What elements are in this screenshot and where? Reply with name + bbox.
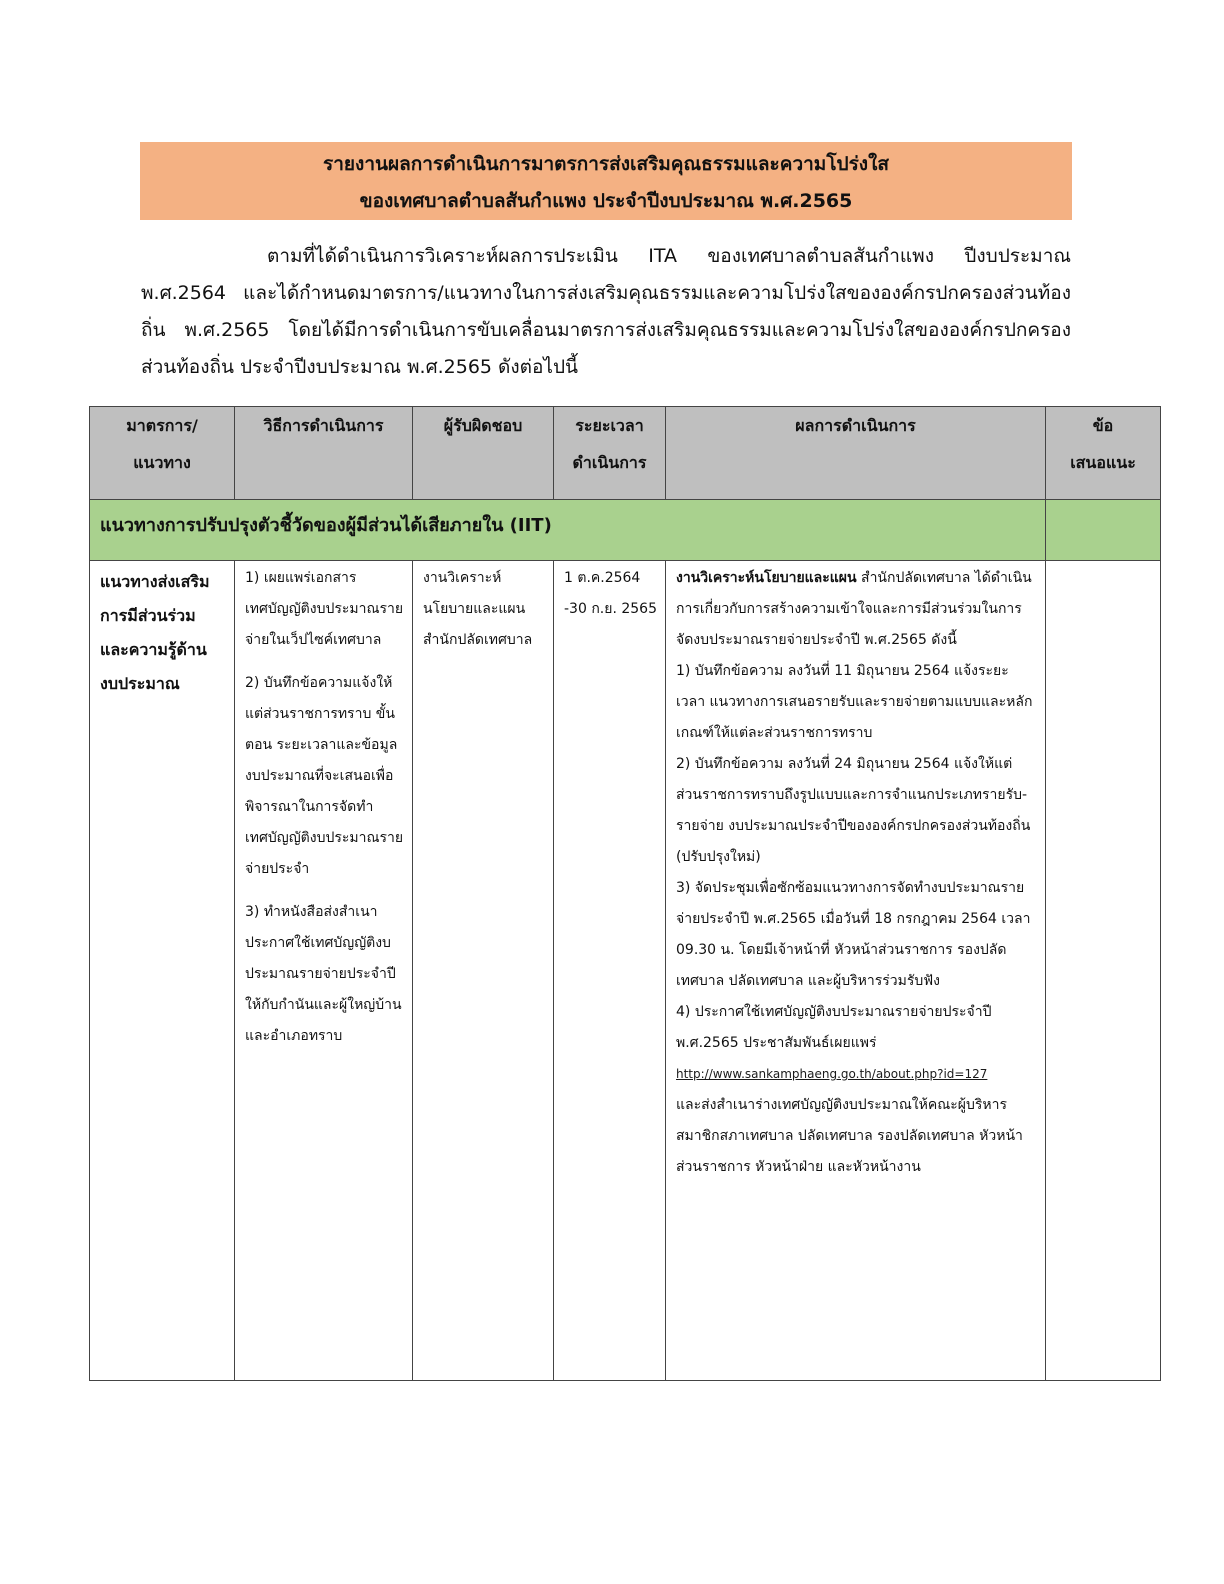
header-period — [554, 407, 666, 500]
result-lead-rest: สำนักปลัดเทศบาล ได้ดำเนินการเกี่ยวกับการสร้างความเข้าใจและการมีส่วนร่วมในการจัดงบประมาณรายจ่ายประจำปี พ.ศ.2565 ดังนี้ — [676, 570, 1032, 648]
method-step-2: 2) บันทึกข้อความแจ้งให้แต่ส่วนราชการทราบ ขั้นตอน ระยะเวลาและข้อมูลงบประมาณที่จะเสนอเพื่อพิจารณาในการจัดทำเทศบัญญัติงบประมาณรายจ่ายประจำ — [245, 675, 404, 877]
section-title-cell — [90, 500, 1046, 561]
result-item-2: 2) บันทึกข้อความ ลงวันที่ 24 มิถุนายน 2564 แจ้งให้แต่ส่วนราชการทราบถึงรูปแบบและการจำแนกประเภทรายรับ-รายจ่าย งบประมาณประจำปีขององค์กรปกครองส่วนท้องถิ่น (ปรับปรุงใหม่) — [676, 756, 1031, 865]
header-measure — [90, 407, 235, 500]
header-measure-line1: มาตรการ/ — [126, 416, 198, 435]
table-row — [90, 561, 1161, 1381]
period-cell: 1 ต.ค.2564 -30 ก.ย. 2565 — [554, 561, 666, 1381]
result-lead-bold: งานวิเคราะห์นโยบายและแผน — [676, 570, 857, 586]
result-item-1: 1) บันทึกข้อความ ลงวันที่ 11 มิถุนายน 2564 แจ้งระยะเวลา แนวทางการเสนอรายรับและรายจ่ายตามแบบและหลักเกณฑ์ให้แต่ละส่วนราชการทราบ — [676, 663, 1033, 741]
intro-section — [141, 238, 1071, 386]
header-period-line2: ดำเนินการ — [572, 453, 647, 472]
header-period-line1: ระยะเวลา — [575, 416, 644, 435]
responsible-cell: งานวิเคราะห์นโยบายและแผน สำนักปลัดเทศบาล — [413, 561, 554, 1381]
header-method: วิธีการดำเนินการ — [235, 407, 413, 500]
method-step-1: 1) เผยแพร่เอกสารเทศบัญญัติงบประมาณรายจ่ายในเว็ปไซค์เทศบาล — [245, 570, 404, 648]
table-header-row — [90, 407, 1161, 500]
suggestion-cell — [1046, 561, 1161, 1381]
header-responsible: ผู้รับผิดชอบ — [413, 407, 554, 500]
intro-paragraph: ตามที่ได้ดำเนินการวิเคราะห์ผลการประเมิน ITA ของเทศบาลตำบลสันกำแพง ปีงบประมาณ พ.ศ.2564 และได้กำหนดมาตรการ/แนวทางในการส่งเสริมคุณธรรมและความโปร่งใสขององค์กรปกครองส่วนท้องถิ่น พ.ศ.2565 โดยได้มีการดำเนินการขับเคลื่อนมาตรการส่งเสริมคุณธรรมและความโปร่งใสขององค์กรปกครองส่วนท้องถิ่น ประจำปีงบประมาณ พ.ศ.2565 ดังต่อไปนี้ — [141, 245, 1071, 378]
report-title-line1: รายงานผลการดำเนินการมาตรการส่งเสริมคุณธรรมและความโปร่งใส — [323, 153, 889, 175]
header-result: ผลการดำเนินการ — [666, 407, 1046, 500]
result-tail: และส่งสำเนาร่างเทศบัญญัติงบประมาณให้คณะผู้บริหาร สมาชิกสภาเทศบาล ปลัดเทศบาล รองปลัดเทศบาล หัวหน้าส่วนราชการ หัวหน้าฝ่าย และหัวหน้างาน — [676, 1097, 1023, 1175]
report-title-line2: ของเทศบาลตำบลสันกำแพง ประจำปีงบประมาณ พ.ศ.2565 — [359, 190, 853, 212]
header-suggestion — [1046, 407, 1161, 500]
report-table — [89, 406, 1161, 1381]
section-row — [90, 500, 1161, 561]
result-link-line — [676, 1059, 1037, 1090]
result-item-4: 4) ประกาศใช้เทศบัญญัติงบประมาณรายจ่ายประจำปี พ.ศ.2565 ประชาสัมพันธ์เผยแพร่ — [676, 1004, 992, 1051]
result-lead — [676, 563, 1037, 656]
result-cell — [666, 561, 1046, 1381]
report-title — [140, 142, 1072, 220]
section-empty-cell — [1046, 500, 1161, 561]
method-cell — [235, 561, 413, 1381]
section-title: แนวทางการปรับปรุงตัวชี้วัดของผู้มีส่วนได้เสียภายใน (IIT) — [100, 515, 552, 536]
header-measure-line2: แนวทาง — [133, 453, 191, 472]
method-step-3: 3) ทำหนังสือส่งสำเนาประกาศใช้เทศบัญญัติงบประมาณรายจ่ายประจำปีให้กับกำนันและผู้ใหญ่บ้านและอำเภอทราบ — [245, 904, 402, 1044]
header-suggestion-line1: ข้อ — [1092, 416, 1114, 435]
result-link[interactable]: http://www.sankamphaeng.go.th/about.php?id=127 — [676, 1067, 988, 1081]
result-item-3: 3) จัดประชุมเพื่อซักซ้อมแนวทางการจัดทำงบประมาณรายจ่ายประจำปี พ.ศ.2565 เมื่อวันที่ 18 กรกฎาคม 2564 เวลา 09.30 น. โดยมีเจ้าหน้าที่ หัวหน้าส่วนราชการ รองปลัดเทศบาล ปลัดเทศบาล และผู้บริหารร่วมรับฟัง — [676, 880, 1031, 989]
measure-cell: แนวทางส่งเสริมการมีส่วนร่วมและความรู้ด้านงบประมาณ — [90, 561, 235, 1381]
header-suggestion-line2: เสนอแนะ — [1070, 453, 1136, 472]
